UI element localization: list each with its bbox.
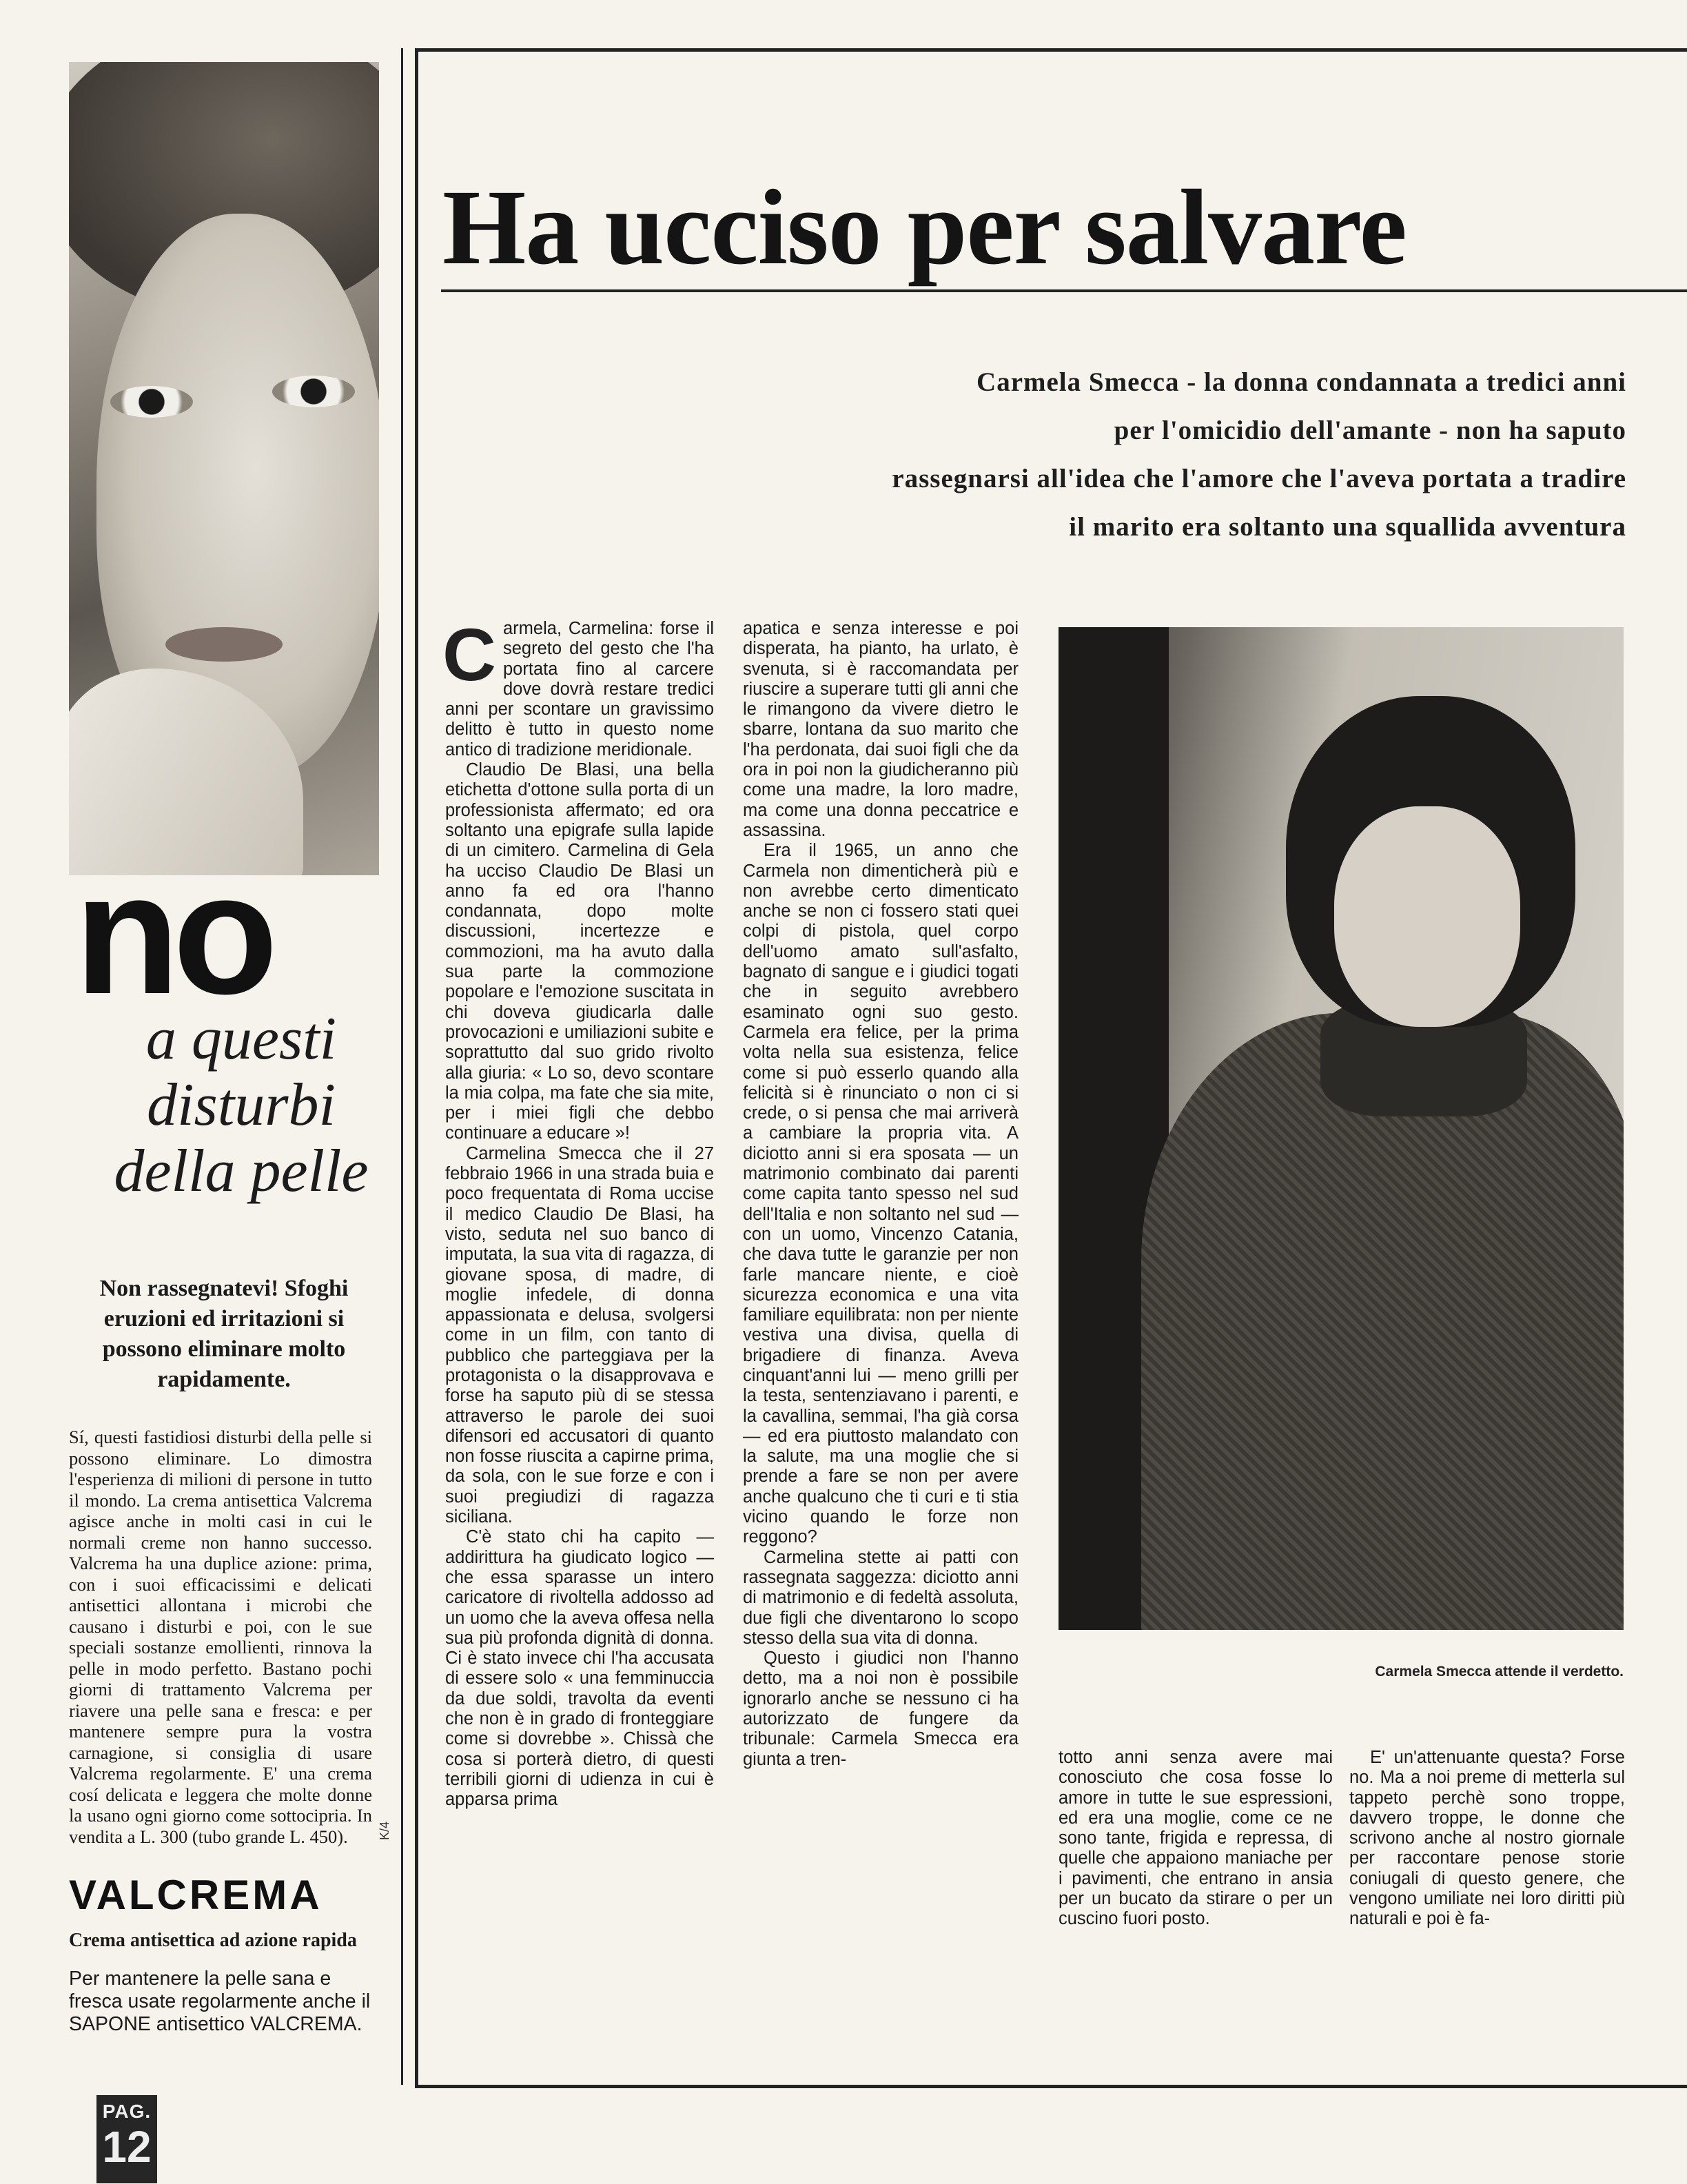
ad-big-word: no <box>74 837 272 1030</box>
paragraph <box>442 613 714 760</box>
paragraph: Claudio De Blasi, una bella etichetta d'ottone sulla porta di un professionista affermato; ed ora soltanto una epigrafe sulla lapide di un cimitero. Carmelina di Gela ha ucciso Claudio De Blasi un anno fa ed ora l'hanno condannata, dopo molte discussioni, incertezze e commozioni, ma ha avuto dalla sua parte la commozione popolare e l'emozione suscitata in chi doveva giudicarla dalle provocazioni e umiliazioni subite e soprattutto dal suo grido rivolto alla giuria: « Lo so, devo scontare la mia colpa, ma fate che sia mite, per i miei figli che debbo continuare a educare »! <box>445 760 714 1143</box>
article-photo <box>1059 627 1624 1630</box>
article-deck <box>482 358 1626 551</box>
ad-footer-text: Per mantenere la pelle sana e fresca usate regolarmente anche il SAPONE antisettico VALCREMA. <box>69 1968 371 2035</box>
photo-caption: Carmela Smecca attende il verdetto. <box>1375 1664 1624 1680</box>
ad-woman-photo <box>69 62 379 875</box>
valcrema-advertisement <box>69 0 391 2074</box>
paragraph: Carmelina Smecca che il 27 febbraio 1966 in una strada buia e poco frequentata di Roma uccise il medico Claudio De Blasi, ha visto, seduta nel suo banco di imputata, la sua vita di ragazza, di giovane sposa, di madre, di moglie infedele, di donna appassionata e delusa, svolgersi come in un film, con tanto di pubblico che parteggiava per la protagonista o la disapprovava e forse ha saputo più di se stessa attraverso le parole dei suoi difensori ed accusatori di quanto non fosse riuscita a capirne prima, da sola, con le sue forze e con i suoi pregiudizi di ragazza siciliana. <box>445 1143 714 1527</box>
paragraph: C'è stato chi ha capito — addirittura ha giudicato logico — che essa sparasse un intero caricatore di rivoltella addosso ad un uomo che la aveva offesa nella sua più profonda dignità di donna. Ci è stato invece chi l'ha accusata di essere solo « una femminuccia da due soldi, travolta da eventi che non è in grado di fronteggiare come si dovrebbe ». Chissà che cosa si porterà dietro, di questi terribili giorni di udienza in cui è apparsa prima <box>445 1527 714 1810</box>
ad-subtitle: a questi disturbi della pelle <box>114 1006 369 1205</box>
page-number-box <box>96 2095 157 2183</box>
paragraph: Carmelina stette ai patti con rassegnata saggezza: diciotto anni di matrimonio e di fedeltà assoluta, due figli che diventarono lo scopo stesso della sua vita di donna. <box>743 1547 1019 1648</box>
ad-tagline: Crema antisettica ad azione rapida <box>69 1930 357 1951</box>
deck-line: il marito era soltanto una squallida avventura <box>1069 512 1626 542</box>
page-label: PAG. <box>102 2101 152 2122</box>
paragraph: totto anni senza avere mai conosciuto che cosa fosse lo amore in tutte le sue espressioni, ed era una moglie, come ce ne sono tante, frigida e repressa, di quelle che appaiono maniache per i pavimenti, che entrano in ansia per un bucato da stirare o per un cuscino fuori posto. <box>1059 1748 1333 1929</box>
article-column-4 <box>1349 1748 1625 1930</box>
ad-brand-name: VALCREMA <box>69 1872 323 1918</box>
ad-body-text: Sí, questi fastidiosi disturbi della pelle si possono eliminare. Lo dimostra l'esperienza di milioni di persone in tutto il mondo. La crema antisettica Valcrema agisce anche in molti casi in cui le normali creme non hanno successo. Valcrema ha una duplice azione: prima, con i suoi efficacissimi e delicati antisettici allontana i microbi che causano i disturbi e poi, con le sue speciali sostanze emollienti, rinnova la pelle in modo perfetto. Bastano pochi giorni di trattamento Valcrema per riavere una pelle sana e fresca: e per mantenere sempre pura la vostra carnagione, si consiglia di usare Valcrema regolarmente. E' una crema cosí delicata e leggera che molte donne la usano ogni giorno come sottocipria. In vendita a L. 300 (tubo grande L. 450). <box>69 1427 372 1847</box>
headline-rule <box>441 289 1687 292</box>
paragraph: E' un'attenuante questa? Forse no. Ma a noi preme di metterla sul tappeto perchè sono troppe, davvero troppe, le donne che scrivono anche al nostro giornale per raccontare penose storie coniugali di questo genere, che vengono umiliate nei loro diritti più naturali e poi è fa- <box>1349 1748 1625 1929</box>
deck-line: per l'omicidio dell'amante - non ha saputo <box>1114 416 1626 445</box>
paragraph: Questo i giudici non l'hanno detto, ma a noi non è possibile ignorarlo anche se nessuno ci ha autorizzato de fungere da tribunale: Carmela Smecca era giunta a tren- <box>743 1649 1019 1769</box>
deck-line: Carmela Smecca - la donna condannata a tredici anni <box>977 367 1626 397</box>
ad-headline: Non rassegnatevi! Sfoghi eruzioni ed irritazioni si possono eliminare molto rapidamente. <box>99 1276 349 1392</box>
paragraph: Era il 1965, un anno che Carmela non dimenticherà più e non avrebbe certo dimenticato anche se non ci fossero stati quei colpi di pistola, quel corpo dell'uomo amato sull'asfalto, bagnato di sangue e i giudici togati che in seguito avrebbero esaminato ogni suo gesto. Carmela era felice, per la prima volta nella sua esistenza, felice come si può esserlo quando alla felicità si è rinunciato o non ci si crede, o si pensa che mai arriverà a cambiare la propria vita. A diciotto anni si era sposata — un matrimonio combinato dai parenti come capita tanto spesso nel sud dell'Italia e non soltanto nel sud — con un uomo, Vincenzo Catania, che dava tutte le garanzie per non farle mancare niente, e cioè sicurezza economica e una vita familiare equilibrata: non per niente vestiva una divisa, quella di brigadiere di finanza. Aveva cinquant'anni lui — meno grilli per la testa, sentenziavano i parenti, e la cavallina, semmai, l'ha già corsa — ed era piuttosto malandato con la salute, ma una moglie che si prende a fare se non per avere anche qualcuno che ti curi e ti stia vicino quando le forze non reggono? <box>743 841 1019 1547</box>
page-number: 12 <box>102 2122 152 2172</box>
article-headline: Ha ucciso per salvare <box>442 167 1407 287</box>
paragraph: apatica e senza interesse e poi disperata, ha pianto, ha urlato, è svenuta, si è raccomandata per riuscire a superare tutti gli anni che le rimangono da vivere dietro le sbarre, lontana da suo marito che l'ha perdonata, dai suoi figli che da ora in poi non la giudicheranno più come una madre, la loro madre, ma come una donna peccatrice e assassina. <box>743 619 1019 840</box>
column-divider <box>401 48 403 2085</box>
ad-code: K/4 <box>378 1821 391 1840</box>
drop-cap: C <box>442 613 496 696</box>
article-column-2 <box>743 619 1019 1770</box>
article-column-3 <box>1059 1748 1333 1930</box>
paragraph-text: armela, Carmelina: forse il segreto del gesto che l'ha portata fino al carcere dove dovrà restare tredici anni per scontare un gravissimo delitto è tutto in questo nome antico di tradizione meridionale. <box>445 619 714 759</box>
deck-line: rassegnarsi all'idea che l'amore che l'aveva portata a tradire <box>892 464 1626 493</box>
article-column-1 <box>442 613 714 1810</box>
